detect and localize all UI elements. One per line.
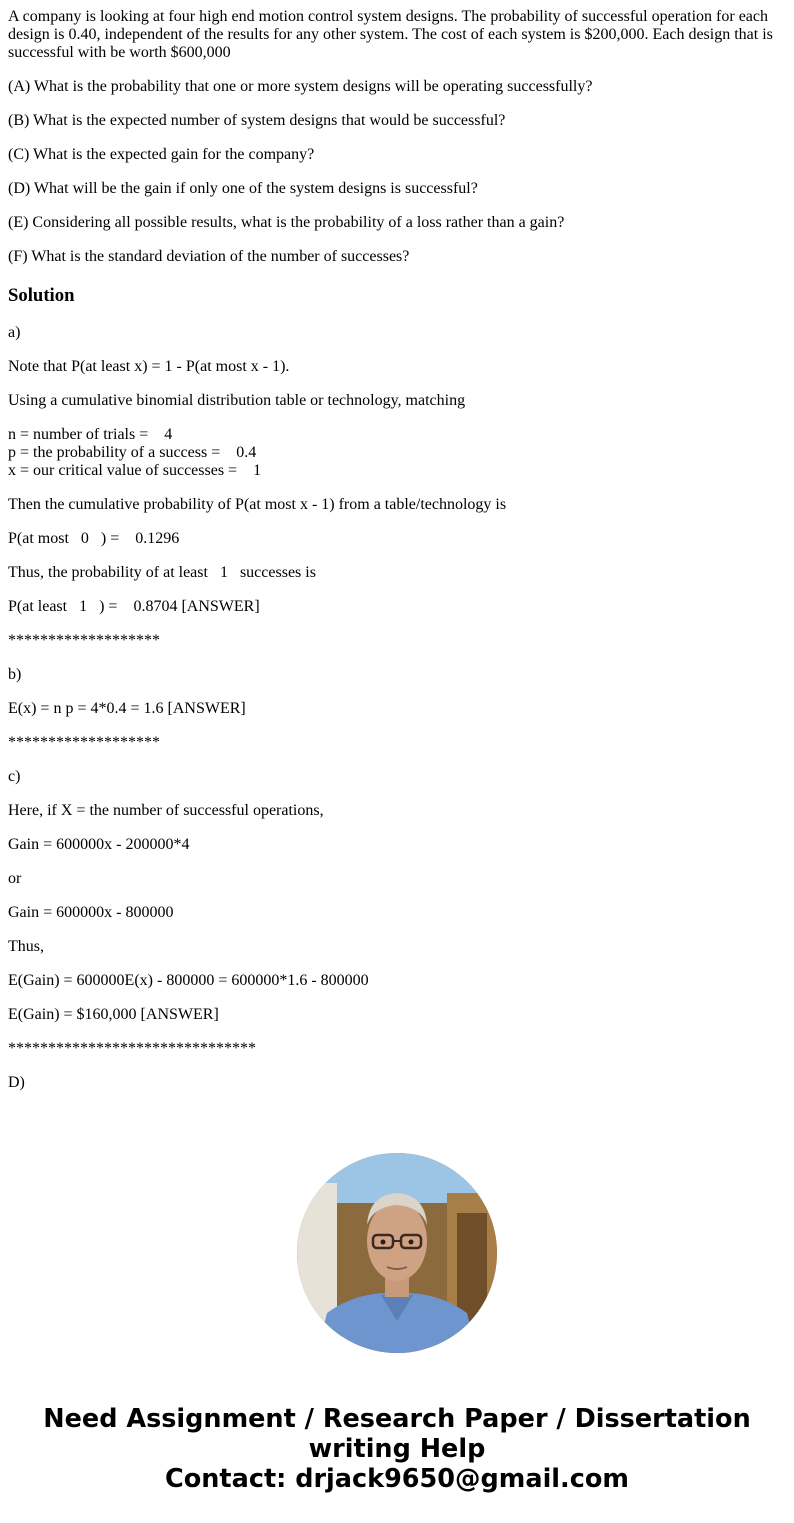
part-c-gain2: Gain = 600000x - 800000 [8,904,174,921]
part-c-gain1: Gain = 600000x - 200000*4 [8,836,190,853]
separator-2: ******************* [8,734,160,751]
question-part-e: (E) Considering all possible results, what is the probability of a loss rather than a gain? [8,214,565,231]
part-a-thus: Thus, the probability of at least 1 successes is [8,564,316,581]
question-intro: A company is looking at four high end motion control system designs. The probability of successful operation for each design is 0.40, independent of the results for any other system. The cost of each system is $200,000. Each design that is successful with be worth $600,000 [8,8,773,61]
part-c-or: or [8,870,22,887]
part-c-label: c) [8,768,21,785]
document-body [8,8,786,1108]
part-b-ex: E(x) = n p = 4*0.4 = 1.6 [ANSWER] [8,700,246,717]
promo-line-2: writing Help [308,1434,486,1464]
question-part-d: (D) What will be the gain if only one of the system designs is successful? [8,180,478,197]
solution-heading: Solution [8,285,75,306]
separator-1: ******************* [8,632,160,649]
part-a-then: Then the cumulative probability of P(at most x - 1) from a table/technology is [8,496,507,513]
p-line: p = the probability of a success = 0.4 [8,444,257,461]
part-a-parameters [8,426,786,480]
part-a-at-least: P(at least 1 ) = 0.8704 [ANSWER] [8,598,260,615]
separator-3: ******************************* [8,1040,256,1057]
question-part-a: (A) What is the probability that one or more system designs will be operating successfully? [8,78,593,95]
part-d-label: D) [8,1074,25,1091]
promo-contact: Contact: drjack9650@gmail.com [165,1464,629,1494]
part-c-here: Here, if X = the number of successful operations, [8,802,324,819]
n-line: n = number of trials = 4 [8,426,173,443]
part-c-egain2: E(Gain) = $160,000 [ANSWER] [8,1006,219,1023]
x-line: x = our critical value of successes = 1 [8,462,262,479]
part-a-label: a) [8,324,21,341]
part-a-using: Using a cumulative binomial distribution table or technology, matching [8,392,466,409]
person-portrait-icon [297,1153,497,1353]
author-photo [297,1153,497,1353]
question-part-b: (B) What is the expected number of system designs that would be successful? [8,112,506,129]
question-part-c: (C) What is the expected gain for the company? [8,146,315,163]
promo-banner [0,1404,794,1494]
question-part-f: (F) What is the standard deviation of the number of successes? [8,248,410,265]
part-c-thus: Thus, [8,938,44,955]
promo-line-1: Need Assignment / Research Paper / Dissertation [43,1404,751,1434]
part-a-at-most: P(at most 0 ) = 0.1296 [8,530,180,547]
part-a-note: Note that P(at least x) = 1 - P(at most x - 1). [8,358,290,375]
part-c-egain1: E(Gain) = 600000E(x) - 800000 = 600000*1.6 - 800000 [8,972,369,989]
part-b-label: b) [8,666,22,683]
